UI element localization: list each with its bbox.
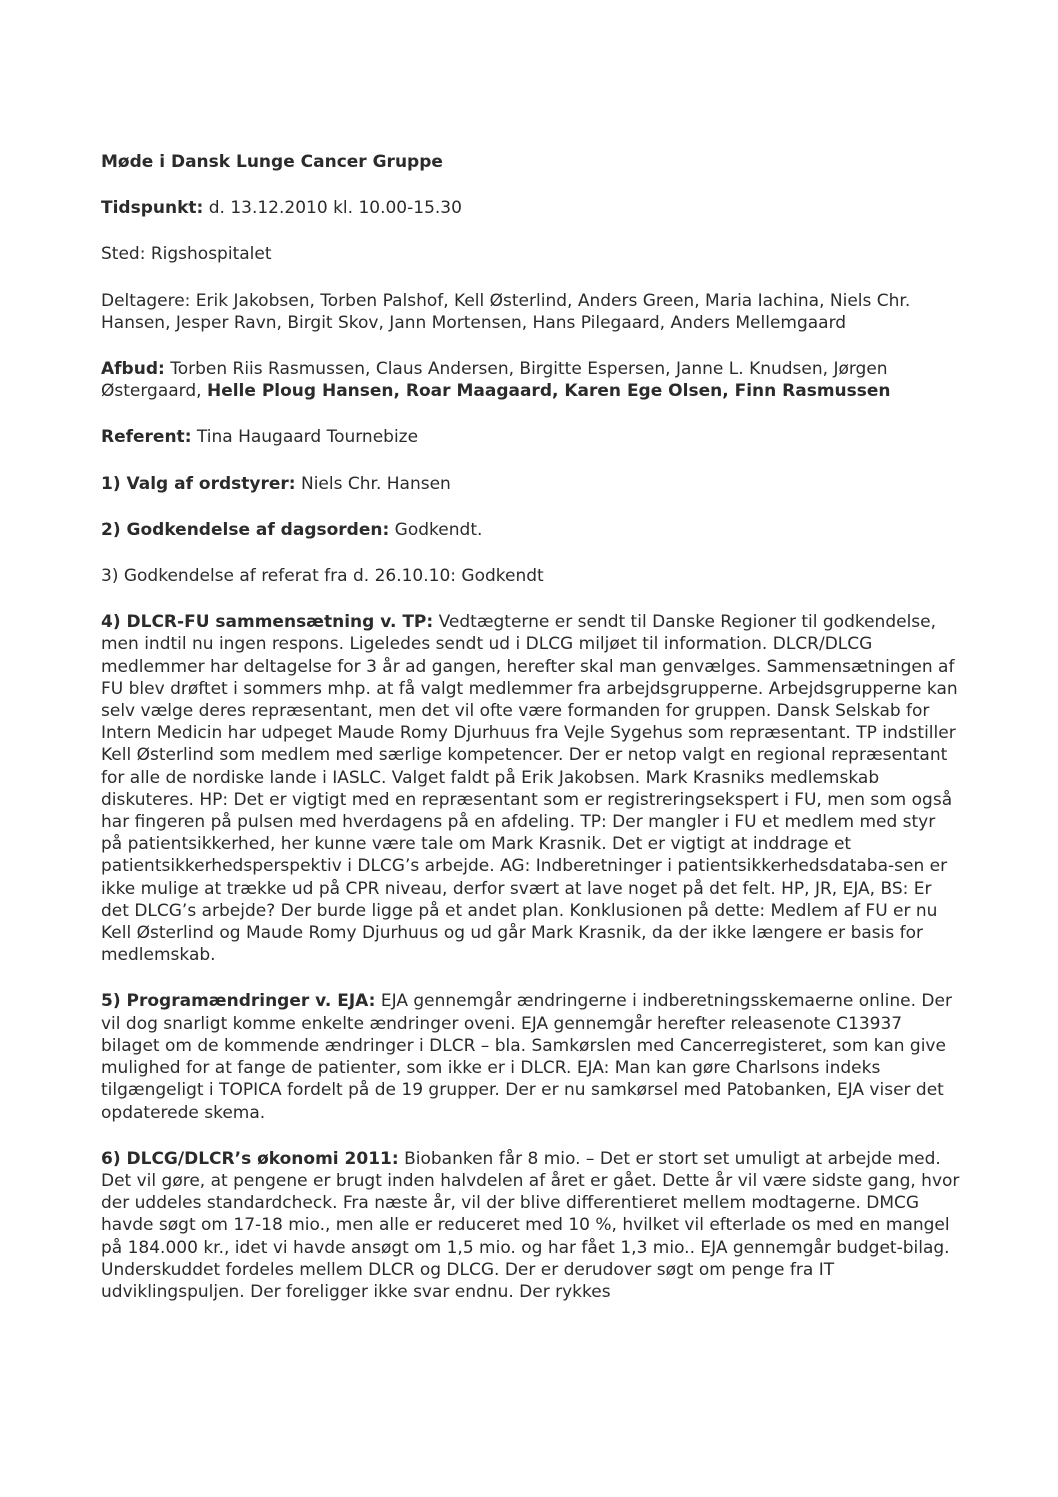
agenda-item-2-label: 2) Godkendelse af dagsorden:: [101, 519, 390, 540]
agenda-item-4: [101, 611, 961, 966]
agenda-item-6-label: 6) DLCG/DLCR’s økonomi 2011:: [101, 1148, 399, 1169]
sted-line: Sted: Rigshospitalet: [101, 244, 272, 265]
agenda-item-1-label: 1) Valg af ordstyrer:: [101, 473, 296, 494]
agenda-item-6-text: Biobanken får 8 mio. – Det er stort set umuligt at arbejde med. Det vil gøre, at pengene er brugt inden halvdelen af året er gået. Dette år vil være sidste gang, hvor der uddeles standardcheck. Fra næste år, vil der blive differentieret mellem modtagerne. DMCG havde søgt om 17-18 mio., men alle er reduceret med 10 %, hvilket vil efterlade os med en mangel på 184.000 kr., idet vi havde ansøgt om 1,5 mio. og har fået 1,3 mio.. EJA gennemgår budget-bilag. Underskuddet fordeles mellem DLCR og DLCG. Der er derudover søgt om penge fra IT udviklingspuljen. Der foreligger ikke svar endnu. Der rykkes: [101, 1148, 960, 1302]
agenda-item-4-text: Vedtægterne er sendt til Danske Regioner til godkendelse, men indtil nu ingen respons. Ligeledes sendt ud i DLCG miljøet til information. DLCR/DLCG medlemmer har deltagelse for 3 år ad gangen, herefter skal man genvælges. Sammensætningen af FU blev drøftet i sommers mhp. at få valgt medlemmer fra arbejdsgrupperne. Arbejdsgrupperne kan selv vælge deres repræsentant, men det vil ofte være formanden for gruppen. Dansk Selskab for Intern Medicin har udpeget Maude Romy Djurhuus fra Vejle Sygehus som repræsentant. TP indstiller Kell Østerlind som medlem med særlige kompetencer. Der er netop valgt en regional repræsentant for alle de nordiske lande i IASLC. Valget faldt på Erik Jakobsen. Mark Krasniks medlemskab diskuteres. HP: Det er vigtigt med en repræsentant som er registreringsekspert i FU, men som også har fingeren på pulsen med hverdagens på en afdeling. TP: Der mangler i FU et medlem med styr på patientsikkerhed, her kunne være tale om Mark Krasnik. Det er vigtigt at inddrage et patientsikkerhedsperspektiv i DLCG’s arbejde. AG: Indberetninger i patientsikkerhedsdataba-sen er ikke mulige at trække ud på CPR niveau, derfor svært at lave noget på det felt. HP, JR, EJA, BS: Er det DLCG’s arbejde? Der burde ligge på et andet plan. Konklusionen på dette: Medlem af FU er nu Kell Østerlind og Maude Romy Djurhuus og ud går Mark Krasnik, da der ikke længere er basis for medlemskab.: [101, 612, 958, 966]
document-page: [101, 151, 961, 1327]
tidspunkt-label: Tidspunkt:: [101, 198, 204, 219]
agenda-item-2: [101, 519, 961, 541]
afbud-bold-names: Helle Ploug Hansen, Roar Maagaard, Karen Ege Olsen, Finn Rasmussen: [206, 381, 891, 402]
tidspunkt-line: [101, 197, 961, 219]
referent-line: [101, 426, 961, 448]
afbud-value: Torben Riis Rasmussen, Claus Andersen, Birgitte Espersen, Janne L. Knudsen, Jørgen Østergaard,: [101, 359, 888, 402]
agenda-item-5-label: 5) Programændringer v. EJA:: [101, 991, 376, 1012]
referent-value: Tina Haugaard Tournebize: [191, 427, 419, 448]
agenda-item-5: [101, 990, 961, 1123]
agenda-item-6: [101, 1148, 961, 1303]
afbud-label: Afbud:: [101, 359, 165, 380]
afbud-line: [101, 358, 961, 402]
agenda-item-4-label: 4) DLCR-FU sammensætning v. TP:: [101, 612, 434, 633]
deltagere-line: Deltagere: Erik Jakobsen, Torben Palshof, Kell Østerlind, Anders Green, Maria Iachina, Niels Chr. Hansen, Jesper Ravn, Birgit Skov, Jann Mortensen, Hans Pilegaard, Anders Mellemgaard: [101, 290, 911, 333]
agenda-item-5-text: EJA gennemgår ændringerne i indberetningsskemaerne online. Der vil dog snarligt komme enkelte ændringer oveni. EJA gennemgår herefter releasenote C13937 bilaget om de kommende ændringer i DLCR – bla. Samkørslen med Cancerregisteret, som kan give mulighed for at fange de patienter, som ikke er i DLCR. EJA: Man kan gøre Charlsons indeks tilgængeligt i TOPICA fordelt på de 19 grupper. Der er nu samkørsel med Patobanken, EJA viser det opdaterede skema.: [101, 991, 952, 1123]
document-title: Møde i Dansk Lunge Cancer Gruppe: [101, 152, 443, 172]
tidspunkt-value: d. 13.12.2010 kl. 10.00-15.30: [203, 198, 462, 219]
agenda-item-3: 3) Godkendelse af referat fra d. 26.10.10: Godkendt: [101, 566, 544, 587]
agenda-item-2-text: Godkendt.: [389, 519, 483, 540]
referent-label: Referent:: [101, 427, 192, 448]
agenda-item-1-text: Niels Chr. Hansen: [295, 473, 451, 494]
agenda-item-1: [101, 473, 961, 495]
